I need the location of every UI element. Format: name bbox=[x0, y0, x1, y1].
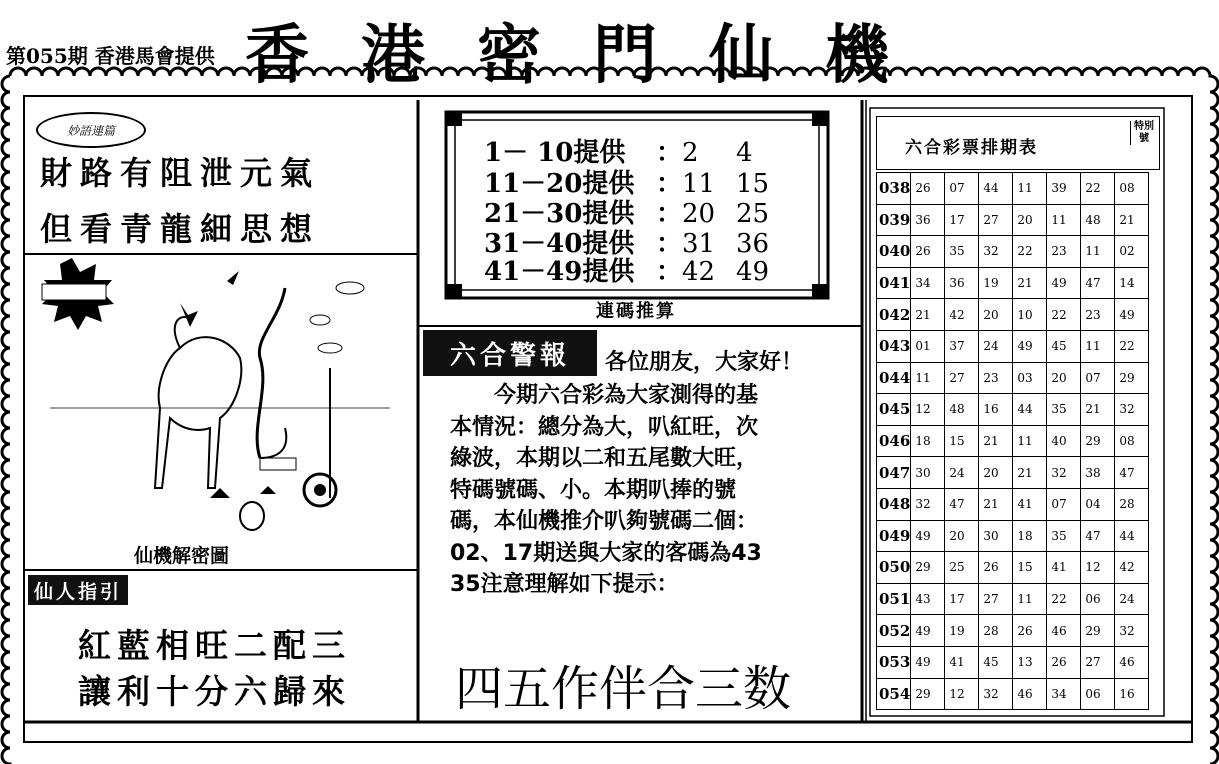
schedule-row bbox=[877, 362, 1149, 394]
schedule-row bbox=[877, 488, 1149, 520]
alarm-label: 六合警報 bbox=[423, 330, 597, 376]
provide-caption: 連碼推算 bbox=[596, 301, 676, 322]
number-cell: 35 bbox=[1047, 520, 1081, 552]
number-cell: 42 bbox=[945, 299, 979, 331]
number-cell: 45 bbox=[1047, 330, 1081, 362]
provide-number: 36 bbox=[736, 229, 770, 259]
provide-number: 20 bbox=[682, 199, 716, 229]
number-cell: 30 bbox=[979, 520, 1013, 552]
number-cell: 24 bbox=[945, 457, 979, 489]
number-cell: 26 bbox=[911, 173, 945, 205]
provide-number: 25 bbox=[736, 199, 770, 229]
provide-number: 11 bbox=[682, 169, 716, 199]
schedule-row bbox=[877, 552, 1149, 584]
number-cell: 11 bbox=[1013, 173, 1047, 205]
provide-number: 4 bbox=[736, 138, 753, 168]
period-cell: 053 bbox=[877, 646, 911, 678]
period-cell: 051 bbox=[877, 583, 911, 615]
number-cell: 29 bbox=[911, 552, 945, 584]
number-cell: 06 bbox=[1081, 583, 1115, 615]
schedule-row bbox=[877, 267, 1149, 299]
colon: ： bbox=[656, 169, 683, 199]
number-cell: 22 bbox=[1013, 236, 1047, 268]
number-cell: 17 bbox=[945, 204, 979, 236]
number-cell: 16 bbox=[979, 394, 1013, 426]
number-cell: 07 bbox=[1047, 488, 1081, 520]
schedule-row bbox=[877, 394, 1149, 426]
number-cell: 19 bbox=[979, 267, 1013, 299]
special-number-cell: 16 bbox=[1115, 678, 1149, 710]
period-cell: 044 bbox=[877, 362, 911, 394]
number-cell: 13 bbox=[1013, 646, 1047, 678]
number-cell: 06 bbox=[1081, 678, 1115, 710]
number-cell: 36 bbox=[945, 267, 979, 299]
schedule-row bbox=[877, 330, 1149, 362]
special-number-cell: 14 bbox=[1115, 267, 1149, 299]
number-cell: 37 bbox=[945, 330, 979, 362]
special-number-cell: 28 bbox=[1115, 488, 1149, 520]
illustration-caption: 仙機解密圖 bbox=[134, 545, 230, 567]
special-number-cell: 49 bbox=[1115, 299, 1149, 331]
number-cell: 49 bbox=[1047, 267, 1081, 299]
illustration bbox=[30, 258, 414, 548]
schedule-row bbox=[877, 615, 1149, 647]
number-cell: 23 bbox=[979, 362, 1013, 394]
page-title: 香港密門仙機 bbox=[245, 19, 941, 93]
number-cell: 18 bbox=[911, 425, 945, 457]
number-cell: 22 bbox=[1047, 299, 1081, 331]
number-cell: 32 bbox=[979, 678, 1013, 710]
schedule-header bbox=[876, 116, 1160, 170]
special-number-cell: 42 bbox=[1115, 552, 1149, 584]
schedule-title: 六合彩票排期表 bbox=[905, 138, 1038, 158]
number-cell: 20 bbox=[945, 520, 979, 552]
number-cell: 26 bbox=[1013, 615, 1047, 647]
special-number-cell: 32 bbox=[1115, 394, 1149, 426]
period-cell: 042 bbox=[877, 299, 911, 331]
number-cell: 29 bbox=[911, 678, 945, 710]
schedule-row bbox=[877, 520, 1149, 552]
number-cell: 12 bbox=[945, 678, 979, 710]
number-cell: 34 bbox=[1047, 678, 1081, 710]
alarm-text-line: 本情況：總分為大，叭紅旺，次 bbox=[450, 414, 759, 440]
number-cell: 19 bbox=[945, 615, 979, 647]
number-cell: 04 bbox=[1081, 488, 1115, 520]
number-cell: 11 bbox=[1013, 425, 1047, 457]
number-cell: 47 bbox=[1081, 520, 1115, 552]
number-cell: 21 bbox=[1013, 267, 1047, 299]
number-cell: 22 bbox=[1047, 583, 1081, 615]
number-cell: 11 bbox=[911, 362, 945, 394]
period-cell: 041 bbox=[877, 267, 911, 299]
alarm-text-line: 02、17期送與大家的客碼為43 bbox=[450, 540, 762, 566]
alarm-text-line: 35注意理解如下提示： bbox=[450, 572, 679, 597]
number-cell: 44 bbox=[1013, 394, 1047, 426]
period-cell: 054 bbox=[877, 678, 911, 710]
number-cell: 18 bbox=[1013, 520, 1047, 552]
number-cell: 35 bbox=[1047, 394, 1081, 426]
special-number-cell: 08 bbox=[1115, 173, 1149, 205]
number-cell: 39 bbox=[1047, 173, 1081, 205]
period-cell: 048 bbox=[877, 488, 911, 520]
number-cell: 29 bbox=[1081, 615, 1115, 647]
number-cell: 49 bbox=[1013, 330, 1047, 362]
special-number-cell: 21 bbox=[1115, 204, 1149, 236]
colon: ： bbox=[656, 229, 683, 259]
number-cell: 49 bbox=[911, 646, 945, 678]
colon: ： bbox=[656, 257, 683, 287]
number-cell: 21 bbox=[1081, 394, 1115, 426]
number-cell: 20 bbox=[1013, 204, 1047, 236]
period-cell: 049 bbox=[877, 520, 911, 552]
period-cell: 039 bbox=[877, 204, 911, 236]
number-cell: 01 bbox=[911, 330, 945, 362]
number-cell: 21 bbox=[1013, 457, 1047, 489]
provide-range-label: 41－49提供 bbox=[484, 257, 635, 287]
number-cell: 27 bbox=[979, 204, 1013, 236]
provide-row bbox=[484, 251, 776, 288]
number-cell: 32 bbox=[911, 488, 945, 520]
number-cell: 27 bbox=[945, 362, 979, 394]
number-cell: 27 bbox=[1081, 646, 1115, 678]
special-number-cell: 08 bbox=[1115, 425, 1149, 457]
number-cell: 41 bbox=[945, 646, 979, 678]
number-cell: 03 bbox=[1013, 362, 1047, 394]
number-cell: 40 bbox=[1047, 425, 1081, 457]
number-cell: 49 bbox=[911, 615, 945, 647]
provide-range-label: 31－40提供 bbox=[484, 229, 635, 259]
provide-number: 31 bbox=[682, 229, 716, 259]
number-cell: 25 bbox=[945, 552, 979, 584]
number-cell: 35 bbox=[945, 236, 979, 268]
number-cell: 12 bbox=[1081, 552, 1115, 584]
number-cell: 43 bbox=[911, 583, 945, 615]
section-tag: 妙語連篇 bbox=[36, 112, 146, 148]
period-cell: 052 bbox=[877, 615, 911, 647]
number-cell: 07 bbox=[945, 173, 979, 205]
number-cell: 26 bbox=[1047, 646, 1081, 678]
number-cell: 23 bbox=[1081, 299, 1115, 331]
number-cell: 34 bbox=[911, 267, 945, 299]
number-cell: 22 bbox=[1081, 173, 1115, 205]
period-cell: 050 bbox=[877, 552, 911, 584]
provide-range-label: 11－20提供 bbox=[484, 169, 635, 199]
number-cell: 21 bbox=[979, 425, 1013, 457]
poem-line: 但看青龍細思想 bbox=[40, 210, 321, 248]
number-cell: 45 bbox=[979, 646, 1013, 678]
colon: ： bbox=[656, 199, 683, 229]
number-cell: 44 bbox=[979, 173, 1013, 205]
number-cell: 24 bbox=[979, 330, 1013, 362]
schedule-row bbox=[877, 583, 1149, 615]
special-number-cell: 47 bbox=[1115, 457, 1149, 489]
number-cell: 12 bbox=[911, 394, 945, 426]
number-cell: 32 bbox=[979, 236, 1013, 268]
special-number-cell: 46 bbox=[1115, 646, 1149, 678]
special-number-label: 特別號 bbox=[1130, 121, 1155, 145]
verse: 四五作伴合三数 bbox=[455, 661, 792, 717]
number-cell: 26 bbox=[979, 552, 1013, 584]
colon: ： bbox=[656, 138, 683, 168]
special-number-cell: 02 bbox=[1115, 236, 1149, 268]
alarm-text-line: 今期六合彩為大家測得的基 bbox=[450, 383, 759, 408]
schedule-row bbox=[877, 204, 1149, 236]
special-number-cell: 32 bbox=[1115, 615, 1149, 647]
number-cell: 23 bbox=[1047, 236, 1081, 268]
number-cell: 26 bbox=[911, 236, 945, 268]
schedule-row bbox=[877, 457, 1149, 489]
provide-range-label: 1－ 10提供 bbox=[484, 138, 626, 168]
number-cell: 21 bbox=[979, 488, 1013, 520]
number-cell: 20 bbox=[979, 299, 1013, 331]
alarm-text-line: 碼，本仙機推介叭夠號碼二個： bbox=[450, 509, 759, 534]
greeting: 各位朋友，大家好！ bbox=[605, 350, 804, 375]
provide-number: 2 bbox=[682, 138, 699, 168]
number-cell: 46 bbox=[1013, 678, 1047, 710]
number-cell: 29 bbox=[1081, 425, 1115, 457]
number-cell: 46 bbox=[1047, 615, 1081, 647]
period-cell: 046 bbox=[877, 425, 911, 457]
number-cell: 48 bbox=[1081, 204, 1115, 236]
hint-line: 讓利十分六歸來 bbox=[78, 672, 351, 711]
period-cell: 038 bbox=[877, 173, 911, 205]
number-cell: 30 bbox=[911, 457, 945, 489]
provide-number: 49 bbox=[736, 257, 770, 287]
special-number-cell: 29 bbox=[1115, 362, 1149, 394]
provide-number: 42 bbox=[682, 257, 716, 287]
alarm-text-line: 綠波，本期以二和五尾數大旺， bbox=[450, 446, 759, 471]
number-cell: 47 bbox=[945, 488, 979, 520]
schedule-row bbox=[877, 425, 1149, 457]
hint-line: 紅藍相旺二配三 bbox=[78, 626, 351, 665]
provide-number: 15 bbox=[736, 169, 770, 199]
poem-line: 財路有阻泄元氣 bbox=[40, 154, 321, 192]
number-cell: 11 bbox=[1081, 330, 1115, 362]
period-cell: 040 bbox=[877, 236, 911, 268]
special-number-cell: 44 bbox=[1115, 520, 1149, 552]
number-cell: 11 bbox=[1081, 236, 1115, 268]
schedule-row bbox=[877, 173, 1149, 205]
number-cell: 32 bbox=[1047, 457, 1081, 489]
number-cell: 20 bbox=[979, 457, 1013, 489]
schedule-row bbox=[877, 236, 1149, 268]
provide-range-label: 21－30提供 bbox=[484, 199, 635, 229]
special-number-cell: 22 bbox=[1115, 330, 1149, 362]
alarm-text-line: 特碼號碼、小。本期叭捧的號 bbox=[450, 477, 737, 503]
number-cell: 28 bbox=[979, 615, 1013, 647]
number-cell: 10 bbox=[1013, 299, 1047, 331]
schedule-row bbox=[877, 299, 1149, 331]
special-number-cell: 24 bbox=[1115, 583, 1149, 615]
number-cell: 47 bbox=[1081, 267, 1115, 299]
period-cell: 045 bbox=[877, 394, 911, 426]
number-cell: 20 bbox=[1047, 362, 1081, 394]
schedule-table bbox=[876, 172, 1149, 710]
issue-label: 第055期 香港馬會提供 bbox=[6, 44, 215, 68]
number-cell: 36 bbox=[911, 204, 945, 236]
number-cell: 11 bbox=[1013, 583, 1047, 615]
number-cell: 49 bbox=[911, 520, 945, 552]
number-cell: 15 bbox=[1013, 552, 1047, 584]
number-cell: 21 bbox=[911, 299, 945, 331]
schedule-row bbox=[877, 678, 1149, 710]
number-cell: 41 bbox=[1047, 552, 1081, 584]
number-cell: 38 bbox=[1081, 457, 1115, 489]
number-cell: 17 bbox=[945, 583, 979, 615]
period-cell: 043 bbox=[877, 330, 911, 362]
guide-label: 仙人指引 bbox=[28, 575, 128, 605]
schedule-row bbox=[877, 646, 1149, 678]
number-cell: 48 bbox=[945, 394, 979, 426]
period-cell: 047 bbox=[877, 457, 911, 489]
number-cell: 41 bbox=[1013, 488, 1047, 520]
number-cell: 15 bbox=[945, 425, 979, 457]
number-cell: 11 bbox=[1047, 204, 1081, 236]
number-cell: 07 bbox=[1081, 362, 1115, 394]
number-cell: 27 bbox=[979, 583, 1013, 615]
